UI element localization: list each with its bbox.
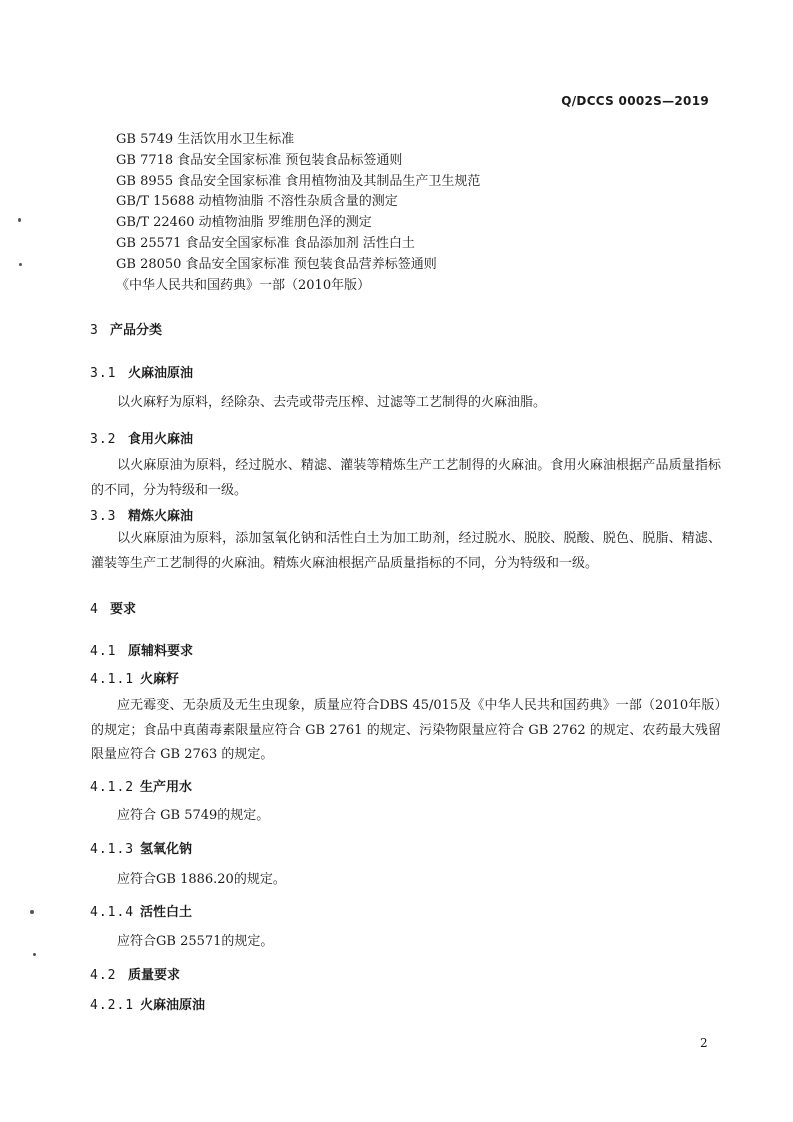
section-4-heading [90,598,136,617]
section-4-1-2-heading [90,776,192,795]
section-number: 4.2 [90,968,117,983]
section-number: 4 [90,602,99,617]
section-3-2-heading [90,428,193,447]
reference-item: GB 7718 食品安全国家标准 预包装食品标签通则 [116,152,403,168]
section-4-1-3-heading [90,838,192,857]
reference-item: GB 28050 食品安全国家标准 预包装食品营养标签通则 [116,256,437,272]
section-title: 食用火麻油 [128,432,194,447]
section-4-1-1-heading [90,668,179,687]
section-4-1-3-paragraph: 应符合GB 1886.20的规定。 [117,872,286,887]
section-title: 火麻油原油 [128,366,194,381]
section-number: 4.1.2 [90,780,135,795]
section-title: 生产用水 [140,780,193,795]
section-title: 精炼火麻油 [128,509,194,524]
section-title: 活性白土 [140,905,193,920]
section-number: 3.2 [90,432,117,447]
reference-item: GB 5749 生活饮用水卫生标准 [116,132,295,147]
section-3-3-paragraph: 以火麻原油为原料，添加氢氧化钠和活性白土为加工助剂，经过脱水、脱胶、脱酸、脱色、脱脂、精滤、灌装等生产工艺制得的火麻油。精炼火麻油根据产品质量指标的不同，分为特级和一级。 [91,531,721,571]
section-title: 原辅料要求 [128,644,194,659]
section-number: 4.1.4 [90,905,135,920]
section-3-heading [90,319,162,338]
reference-item: GB/T 15688 动植物油脂 不溶性杂质含量的测定 [116,194,398,210]
section-4-2-1-heading [90,994,205,1013]
section-4-2-heading [90,964,180,983]
section-number: 4.1.1 [90,672,135,687]
scan-speck [33,953,36,956]
section-number: 3.1 [90,366,117,381]
section-4-1-2-paragraph: 应符合 GB 5749的规定。 [117,808,270,823]
section-title: 火麻籽 [140,672,180,687]
reference-item: 《中华人民共和国药典》一部（2010年版） [116,277,371,293]
section-3-3-heading [90,505,193,524]
scan-speck [18,218,21,222]
section-number: 3.3 [90,509,117,524]
section-title: 要求 [110,602,137,617]
section-3-2-paragraph: 以火麻原油为原料，经过脱水、精滤、灌装等精炼生产工艺制得的火麻油。食用火麻油根据产品质量指标的不同，分为特级和一级。 [91,458,721,498]
reference-item: GB 25571 食品安全国家标准 食品添加剂 活性白土 [116,235,415,251]
reference-item: GB 8955 食品安全国家标准 食用植物油及其制品生产卫生规范 [116,173,481,189]
scan-speck [30,910,34,914]
section-4-1-1-paragraph: 应无霉变、无杂质及无生虫现象，质量应符合DBS 45/015及《中华人民共和国药典》一部（2010年版）的规定；食品中真菌毒素限量应符合 GB 2761 的规定、污染物限量应符合 GB 2762 的规定、农药最大残留限量应符合 GB 2763 的规定。 [91,698,721,762]
document-code: Q/DCCS 0002S—2019 [561,94,709,108]
section-title: 氢氧化钠 [140,842,193,857]
page-number: 2 [700,1036,708,1050]
section-number: 4.2.1 [90,998,135,1013]
section-4-1-4-heading [90,901,192,920]
section-3-1-paragraph: 以火麻籽为原料，经除杂、去壳或带壳压榨、过滤等工艺制得的火麻油脂。 [117,395,547,410]
section-4-1-heading [90,640,193,659]
section-number: 4.1 [90,644,117,659]
reference-item: GB/T 22460 动植物油脂 罗维朋色泽的测定 [116,215,372,231]
section-4-1-4-paragraph: 应符合GB 25571的规定。 [117,934,274,949]
section-title: 火麻油原油 [140,998,206,1013]
normative-references-list [116,130,480,296]
section-number: 3 [90,323,99,338]
section-title: 质量要求 [128,968,181,983]
section-number: 4.1.3 [90,842,135,857]
scan-speck [19,263,22,266]
section-title: 产品分类 [110,323,163,338]
section-3-1-heading [90,362,193,381]
